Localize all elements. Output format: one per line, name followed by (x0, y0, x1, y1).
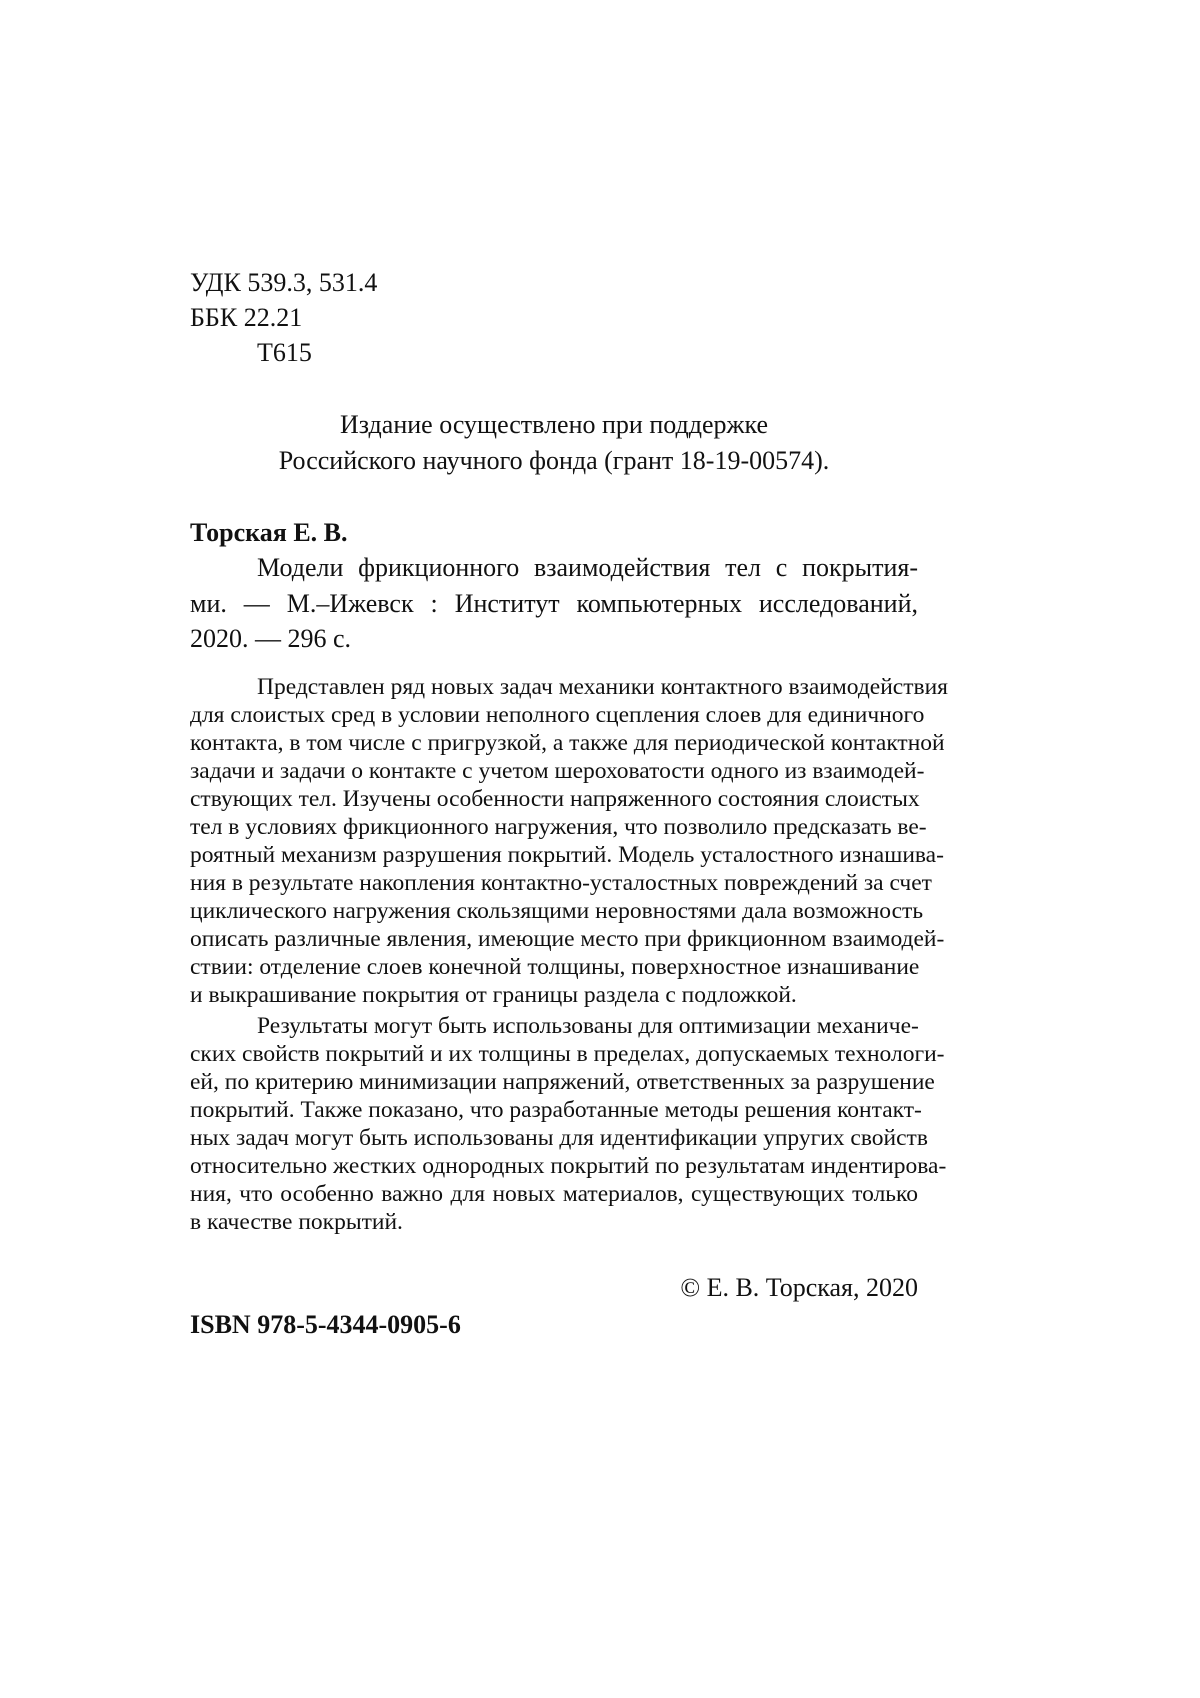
annotation-line: роятный механизм разрушения покрытий. Модель усталостного изнашива- (190, 842, 944, 868)
annotation-line: для слоистых сред в условии неполного сцепления слоев для единичного (190, 702, 925, 728)
author-heading: Торская Е. В. (190, 518, 348, 547)
annotation-line: описать различные явления, имеющие место при фрикционном взаимодей- (190, 926, 945, 952)
support-note-line2: Российского научного фонда (грант 18-19-00574). (278, 446, 830, 475)
annotation-line: ствующих тел. Изучены особенности напряженного состояния слоистых (190, 786, 920, 812)
annotation-line: относительно жестких однородных покрытий по результатам индентирова- (190, 1153, 947, 1179)
annotation-line: контакта, в том числе с пригрузкой, а также для периодической контактной (190, 730, 945, 756)
annotation-line: в качестве покрытий. (190, 1209, 403, 1235)
annotation-line: Результаты могут быть использованы для оптимизации механиче- (257, 1013, 919, 1039)
annotation-line: и выкрашивание покрытия от границы раздела с подложкой. (190, 982, 797, 1008)
support-note-line1: Издание осуществлено при поддержке (339, 410, 768, 439)
bbk-code: ББК 22.21 (190, 303, 303, 332)
annotation-line: ных задач могут быть использованы для идентификации упругих свойств (190, 1125, 928, 1151)
annotation-line: ния в результате накопления контактно-усталостных повреждений за счет (190, 870, 932, 896)
annotation-line: ния, что особенно важно для новых материалов, существующих только (190, 1181, 918, 1207)
annotation-line: тел в условиях фрикционного нагружения, что позволило предсказать ве- (190, 814, 927, 840)
isbn: ISBN 978-5-4344-0905-6 (190, 1310, 461, 1339)
copyright-notice: © Е. В. Торская, 2020 (680, 1273, 918, 1302)
annotation-line: покрытий. Также показано, что разработанные методы решения контакт- (190, 1097, 922, 1123)
udk-code: УДК 539.3, 531.4 (190, 268, 378, 297)
bib-line: ми. — М.–Ижевск : Институт компьютерных исследований, (190, 589, 918, 618)
annotation-line: ских свойств покрытий и их толщины в пределах, допускаемых технологи- (190, 1041, 945, 1067)
bib-line: 2020. — 296 с. (190, 624, 352, 653)
author-sign: Т615 (257, 338, 312, 367)
annotation-line: ей, по критерию минимизации напряжений, ответственных за разрушение (190, 1069, 935, 1095)
annotation-line: задачи и задачи о контакте с учетом шероховатости одного из взаимодей- (190, 758, 925, 784)
annotation-line: ствии: отделение слоев конечной толщины, поверхностное изнашивание (190, 954, 920, 980)
annotation-line: Представлен ряд новых задач механики контактного взаимодействия (257, 674, 948, 700)
annotation-line: циклического нагружения скользящими неровностями дала возможность (190, 898, 924, 924)
bib-line: Модели фрикционного взаимодействия тел с покрытия- (257, 553, 918, 582)
